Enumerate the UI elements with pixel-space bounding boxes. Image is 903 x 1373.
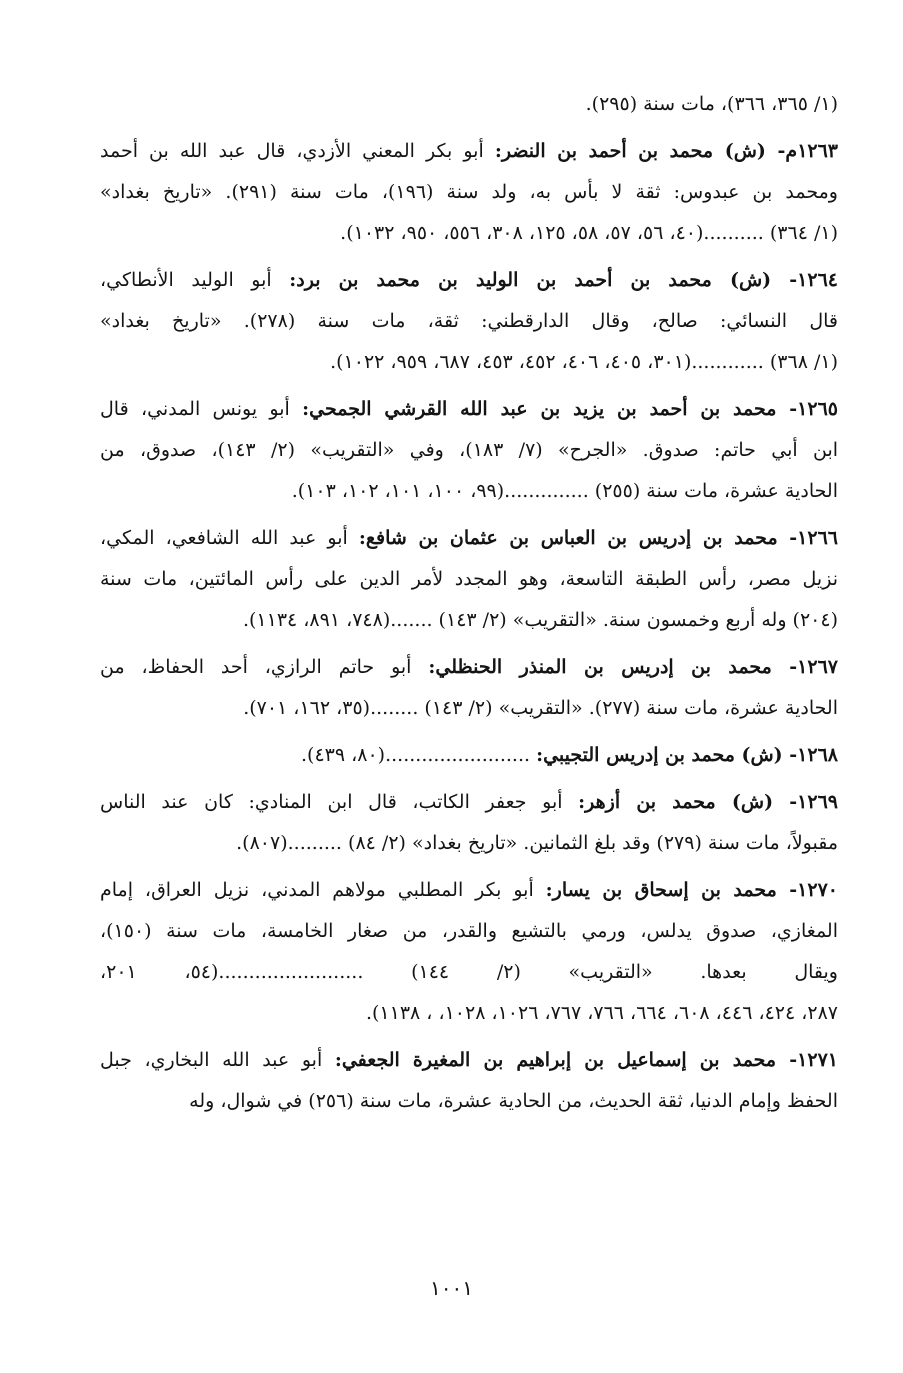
line-text: ابن أبي حاتم: صدوق. «الجرح» (٧/ ١٨٣)، وفي «التقريب» (٢/ ١٤٣)، صدوق، من <box>100 439 838 461</box>
line-text: المغازي، صدوق يدلس، ورمي بالتشيع والقدر، من صغار الخامسة، مات سنة (١٥٠)، <box>100 920 838 942</box>
entry-e1263 <box>100 131 838 254</box>
text-line <box>100 952 838 993</box>
narrator-heading: ١٢٦٦- محمد بن إدريس بن العباس بن عثمان بن شافع: <box>358 527 838 549</box>
line-text: نزيل مصر، رأس الطبقة التاسعة، وهو المجدد لأمر الدين على رأس المائتين، مات سنة <box>100 568 838 590</box>
text-line <box>100 600 838 641</box>
text-line <box>100 782 838 823</box>
line-text: أبو حاتم الرازي، أحد الحفاظ، من <box>100 656 429 678</box>
text-line <box>100 260 838 301</box>
text-line <box>100 389 838 430</box>
entry-e1265 <box>100 389 838 512</box>
entry-e1270 <box>100 870 838 1034</box>
narrator-heading: ١٢٦٤- (ش) محمد بن أحمد بن الوليد بن محمد بن برد: <box>289 269 838 291</box>
text-line <box>100 993 838 1034</box>
line-text: ٢٨٧، ٤٢٤، ٤٤٦، ٦٠٨، ٦٦٤، ٧٦٦، ٧٦٧، ١٠٢٦، ١٠٢٨، ، ١١٣٨). <box>365 1002 838 1024</box>
line-text: أبو عبد الله الشافعي، المكي، <box>100 527 359 549</box>
line-text: (١/ ٣٦٥، ٣٦٦)، مات سنة (٢٩٥). <box>585 93 838 115</box>
page-number: ١٠٠١ <box>430 1276 473 1300</box>
line-text: (١/ ٣٦٨) ............(٣٠١، ٤٠٥، ٤٠٦، ٤٥٢، ٤٥٣، ٦٨٧، ٩٥٩، ١٠٢٢). <box>330 351 838 373</box>
text-line <box>100 688 838 729</box>
line-text: أبو يونس المدني، قال <box>100 398 303 420</box>
narrator-heading: ١٢٦٧- محمد بن إدريس بن المنذر الحنظلي: <box>428 656 838 678</box>
text-line <box>100 823 838 864</box>
text-line <box>100 1040 838 1081</box>
line-text: ........................(٨٠، ٤٣٩). <box>301 744 537 766</box>
text-line <box>100 131 838 172</box>
text-line <box>100 471 838 512</box>
line-text: الحادية عشرة، مات سنة (٢٧٧). «التقريب» (٢/ ١٤٣) ........(٣٥، ١٦٢، ٧٠١). <box>243 697 838 719</box>
narrator-heading: ١٢٦٨- (ش) محمد بن إدريس التجيبي: <box>536 744 838 766</box>
narrator-heading: ١٢٦٣م- (ش) محمد بن أحمد بن النضر: <box>494 140 838 162</box>
text-line <box>100 430 838 471</box>
entry-e1269 <box>100 782 838 864</box>
line-text: قال النسائي: صالح، وقال الدارقطني: ثقة، مات سنة (٢٧٨). «تاريخ بغداد» <box>100 310 838 332</box>
line-text: (٢٠٤) وله أربع وخمسون سنة. «التقريب» (٢/ ١٤٣) .......(٧٤٨، ٨٩١، ١١٣٤). <box>242 609 838 631</box>
line-text: أبو عبد الله البخاري، جبل <box>100 1049 335 1071</box>
text-line <box>100 172 838 213</box>
entry-e1271 <box>100 1040 838 1122</box>
narrator-heading: ١٢٧١- محمد بن إسماعيل بن إبراهيم بن المغيرة الجعفي: <box>334 1049 838 1071</box>
line-text: أبو بكر المطلبي مولاهم المدني، نزيل العراق، إمام <box>100 879 546 901</box>
line-text: (١/ ٣٦٤) ..........(٤٠، ٥٦، ٥٧، ٥٨، ١٢٥، ٣٠٨، ٥٥٦، ٩٥٠، ١٠٣٢). <box>340 222 838 244</box>
text-line <box>100 647 838 688</box>
line-text: أبو بكر المعني الأزدي، قال عبد الله بن أحمد <box>100 140 495 162</box>
line-text: مقبولاً، مات سنة (٢٧٩) وقد بلغ الثمانين. «تاريخ بغداد» (٢/ ٨٤) .........(٨٠٧). <box>236 832 838 854</box>
text-line <box>100 559 838 600</box>
line-text: ويقال بعدها. «التقريب» (٢/ ١٤٤) ........................(٥٤، ٢٠١، <box>100 961 838 983</box>
entry-e1267 <box>100 647 838 729</box>
line-text: الحادية عشرة، مات سنة (٢٥٥) ..............(٩٩، ١٠٠، ١٠١، ١٠٢، ١٠٣). <box>291 480 838 502</box>
text-line <box>100 301 838 342</box>
page-body <box>100 84 838 1122</box>
line-text: ومحمد بن عبدوس: ثقة لا بأس به، ولد سنة (١٩٦)، مات سنة (٢٩١). «تاريخ بغداد» <box>100 181 838 203</box>
line-text: أبو جعفر الكاتب، قال ابن المنادي: كان عند الناس <box>100 791 579 813</box>
text-line <box>100 84 838 125</box>
narrator-heading: ١٢٦٥- محمد بن أحمد بن يزيد بن عبد الله القرشي الجمحي: <box>302 398 838 420</box>
text-line <box>100 735 838 776</box>
text-line <box>100 911 838 952</box>
line-text: الحفظ وإمام الدنيا، ثقة الحديث، من الحادية عشرة، مات سنة (٢٥٦) في شوال، وله <box>189 1090 838 1112</box>
text-line <box>100 213 838 254</box>
text-line <box>100 518 838 559</box>
text-line <box>100 342 838 383</box>
entry-e0 <box>100 84 838 125</box>
line-text: أبو الوليد الأنطاكي، <box>100 269 290 291</box>
entry-e1264 <box>100 260 838 383</box>
narrator-heading: ١٢٦٩- (ش) محمد بن أزهر: <box>578 791 838 813</box>
text-line <box>100 870 838 911</box>
narrator-heading: ١٢٧٠- محمد بن إسحاق بن يسار: <box>545 879 838 901</box>
entry-e1268 <box>100 735 838 776</box>
entry-e1266 <box>100 518 838 641</box>
text-line <box>100 1081 838 1122</box>
